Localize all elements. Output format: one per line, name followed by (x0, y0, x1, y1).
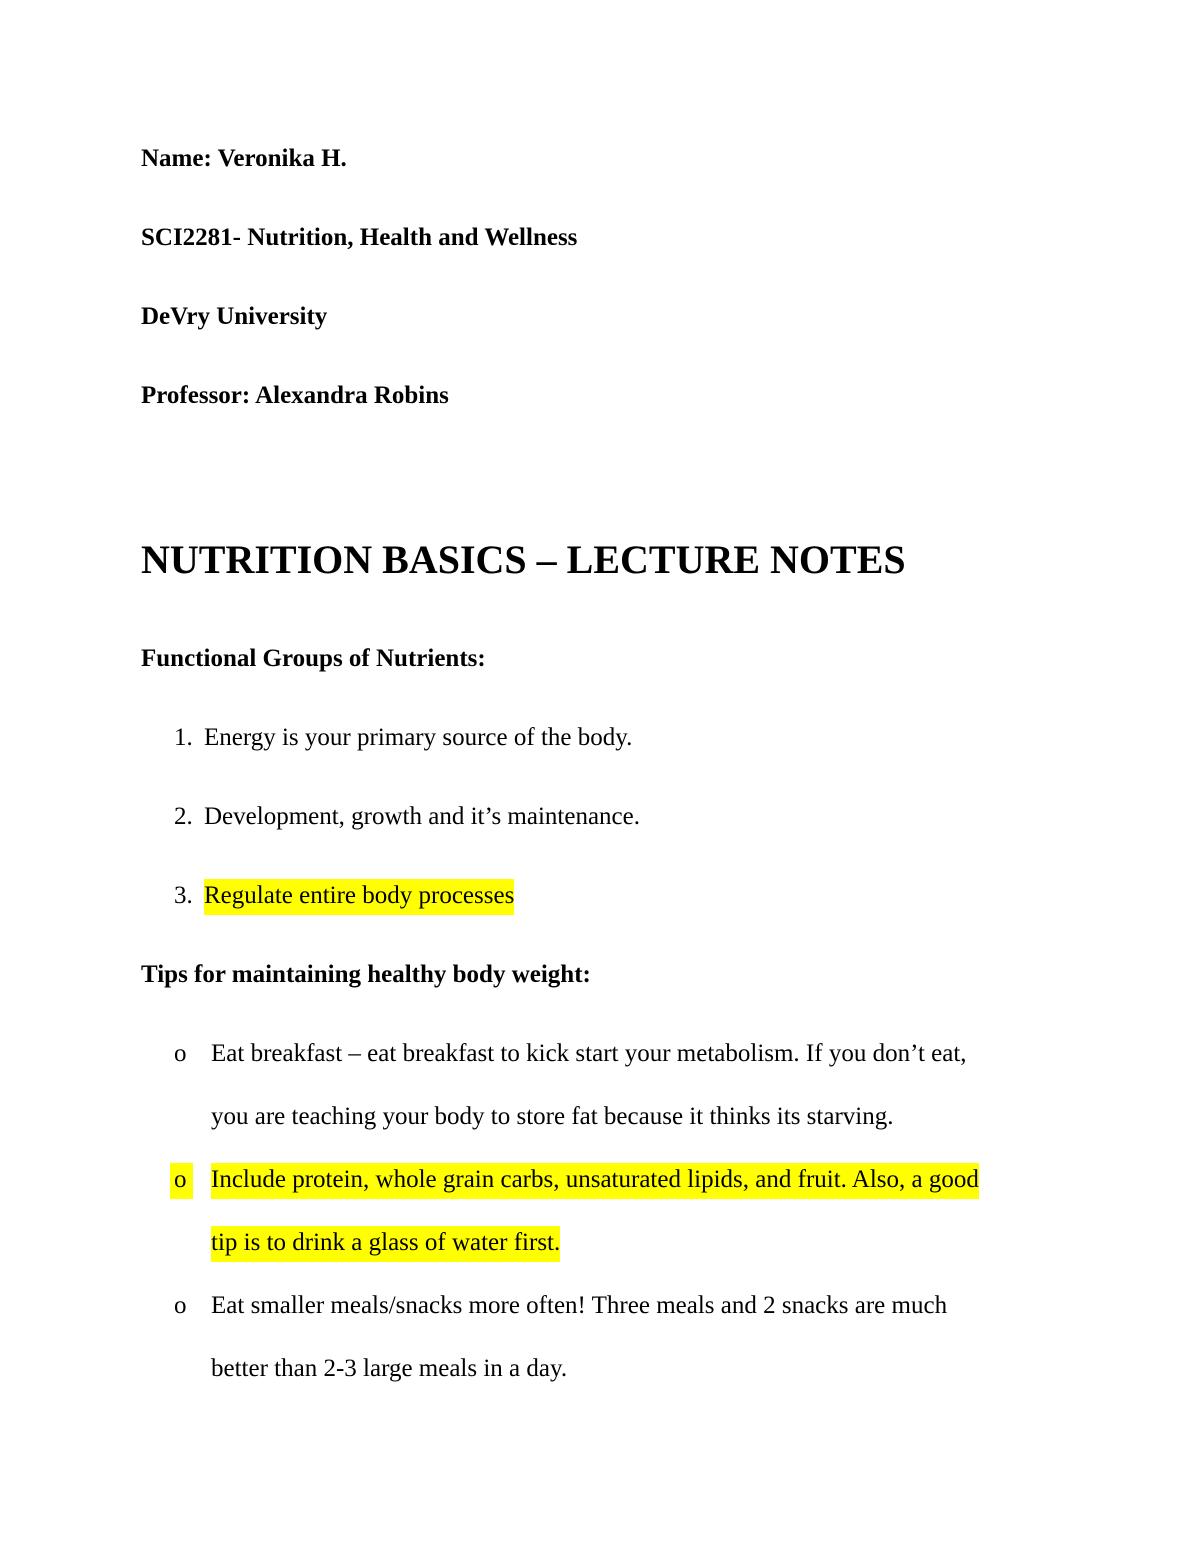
student-name: Name: Veronika H. (141, 145, 347, 172)
item-text: Energy is your primary source of the body. (204, 724, 633, 751)
tip-line-highlighted: Include protein, whole grain carbs, unsaturated lipids, and fruit. Also, a good (211, 1167, 979, 1192)
numbered-item (174, 804, 640, 829)
tip-line: Eat breakfast – eat breakfast to kick start your metabolism. If you don’t eat, (211, 1040, 967, 1067)
tip-line: you are teaching your body to store fat because it thinks its starving. (211, 1103, 894, 1130)
professor-name: Professor: Alexandra Robins (141, 382, 449, 409)
tips-heading: Tips for maintaining healthy body weight: (141, 961, 591, 988)
tip-line-highlighted: tip is to drink a glass of water first. (211, 1230, 560, 1255)
item-number: 2. (174, 803, 193, 830)
item-number: 1. (174, 724, 193, 751)
functional-groups-heading: Functional Groups of Nutrients: (141, 645, 486, 672)
university-name: DeVry University (141, 303, 328, 330)
tip-line: Eat smaller meals/snacks more often! Three meals and 2 snacks are much (211, 1292, 948, 1319)
bullet-marker-highlighted: o (170, 1167, 193, 1192)
item-text: Development, growth and it’s maintenance. (204, 803, 640, 830)
tip-line: better than 2-3 large meals in a day. (211, 1355, 568, 1382)
bullet-marker: o (174, 1292, 187, 1319)
course-name: SCI2281- Nutrition, Health and Wellness (141, 224, 578, 251)
bullet-marker: o (174, 1040, 187, 1067)
document-title: NUTRITION BASICS – LECTURE NOTES (141, 537, 906, 582)
numbered-item (174, 725, 632, 750)
item-number: 3. (174, 882, 193, 909)
numbered-item (174, 883, 514, 908)
item-text-highlighted: Regulate entire body processes (204, 879, 514, 915)
